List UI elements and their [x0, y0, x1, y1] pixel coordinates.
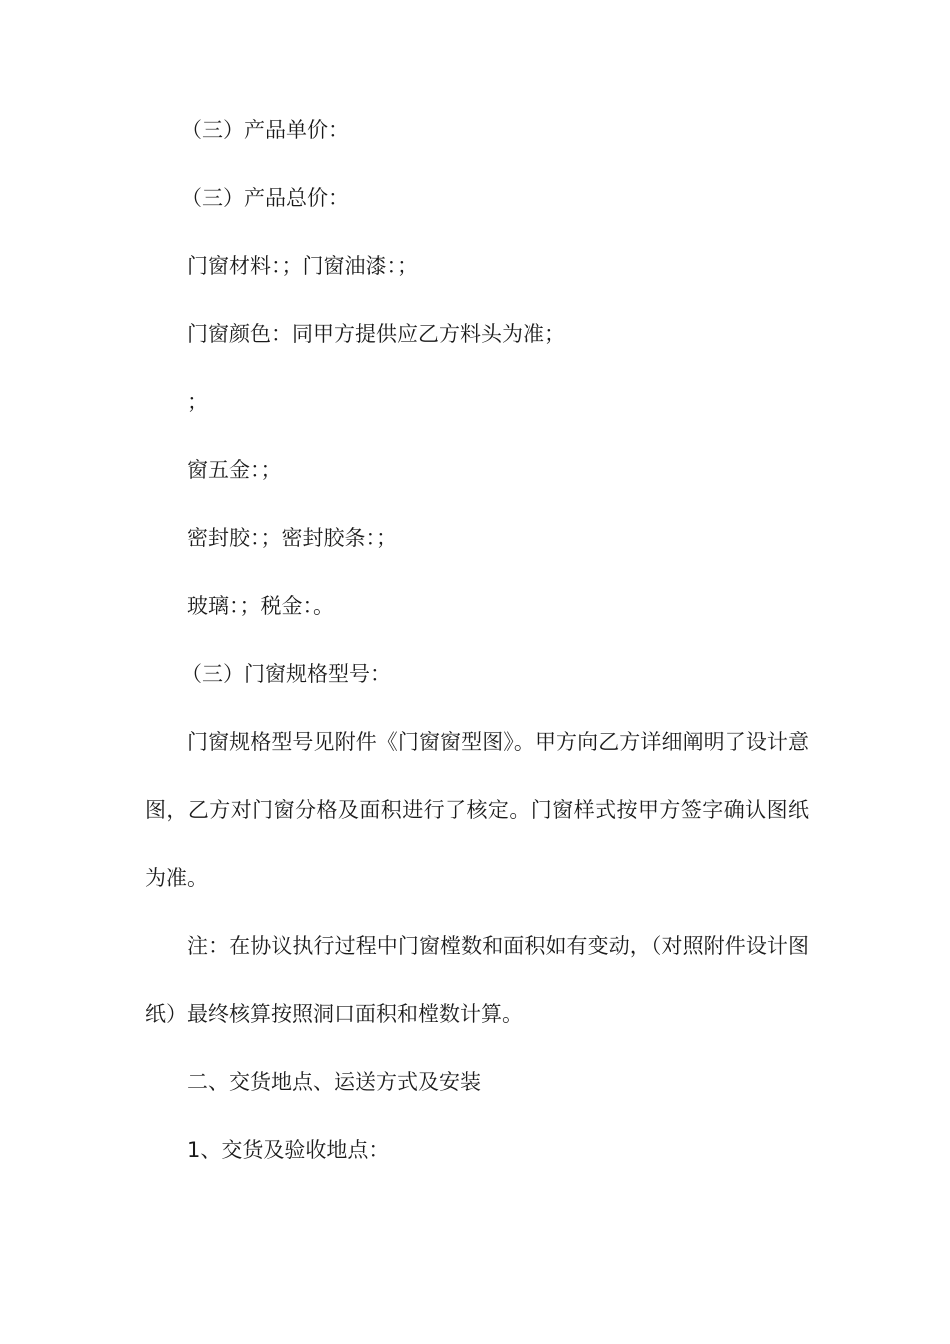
delivery-place-line: 1、交货及验收地点：	[187, 1138, 390, 1162]
unit-price-line: （三）产品单价：	[181, 118, 349, 142]
spec-body-paragraph: 门窗规格型号见附件《门窗窗型图》。甲方向乙方详细阐明了设计意图，乙方对门窗分格及面积进行了核定。门窗样式按甲方签字确认图纸为准。	[145, 730, 809, 890]
blank-item-line: ；	[187, 390, 208, 414]
total-price-line: （三）产品总价：	[181, 186, 349, 210]
sealant-line: 密封胶：；密封胶条：；	[187, 526, 397, 550]
document-body	[145, 96, 809, 1184]
glass-tax-line: 玻璃：；税金：。	[187, 594, 334, 618]
color-line: 门窗颜色：同甲方提供应乙方料头为准；	[187, 322, 565, 346]
note-paragraph: 注：在协议执行过程中门窗樘数和面积如有变动，（对照附件设计图纸）最终核算按照洞口面积和樘数计算。	[145, 934, 809, 1026]
material-paint-line: 门窗材料：；门窗油漆：；	[187, 254, 418, 278]
spec-heading: （三）门窗规格型号：	[181, 662, 391, 686]
hardware-line: 窗五金：；	[187, 458, 282, 482]
section-two-heading: 二、交货地点、运送方式及安装	[187, 1070, 481, 1094]
